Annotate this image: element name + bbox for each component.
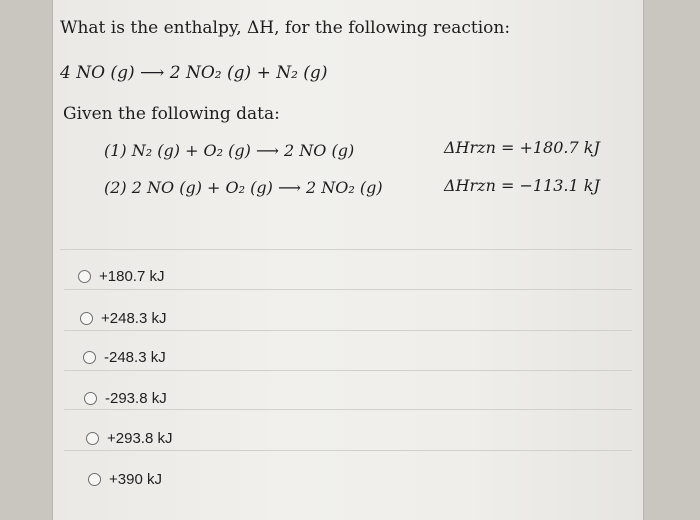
option-2[interactable] bbox=[80, 310, 166, 327]
option-label: -293.8 kJ bbox=[105, 390, 167, 407]
option-1[interactable] bbox=[78, 268, 164, 285]
divider bbox=[64, 409, 632, 410]
option-5[interactable] bbox=[86, 430, 172, 447]
option-3[interactable] bbox=[83, 349, 166, 366]
data-equation-1: (1) N₂ (g) + O₂ (g) ⟶ 2 NO (g) bbox=[104, 141, 355, 160]
target-reaction: 4 NO (g) ⟶ 2 NO₂ (g) + N₂ (g) bbox=[60, 63, 328, 83]
option-label: +293.8 kJ bbox=[107, 430, 173, 447]
radio-button-icon[interactable] bbox=[86, 432, 99, 445]
data-enthalpy-1: ΔHrzn = +180.7 kJ bbox=[444, 138, 600, 157]
question-text: What is the enthalpy, ΔH, for the following reaction: bbox=[60, 18, 511, 38]
data-enthalpy-2: ΔHrzn = −113.1 kJ bbox=[444, 176, 600, 195]
radio-button-icon[interactable] bbox=[80, 312, 93, 325]
option-4[interactable] bbox=[84, 390, 167, 407]
option-label: +248.3 kJ bbox=[101, 310, 167, 327]
divider bbox=[64, 330, 632, 331]
radio-button-icon[interactable] bbox=[84, 392, 97, 405]
option-6[interactable] bbox=[88, 471, 162, 488]
option-label: -248.3 kJ bbox=[104, 349, 166, 366]
option-label: +180.7 kJ bbox=[99, 268, 165, 285]
given-label: Given the following data: bbox=[63, 104, 280, 124]
radio-button-icon[interactable] bbox=[78, 270, 91, 283]
data-equation-2: (2) 2 NO (g) + O₂ (g) ⟶ 2 NO₂ (g) bbox=[104, 178, 383, 197]
divider bbox=[60, 249, 632, 250]
radio-button-icon[interactable] bbox=[83, 351, 96, 364]
divider bbox=[64, 370, 632, 371]
radio-button-icon[interactable] bbox=[88, 473, 101, 486]
divider bbox=[64, 450, 632, 451]
divider bbox=[64, 289, 632, 290]
option-label: +390 kJ bbox=[109, 471, 162, 488]
